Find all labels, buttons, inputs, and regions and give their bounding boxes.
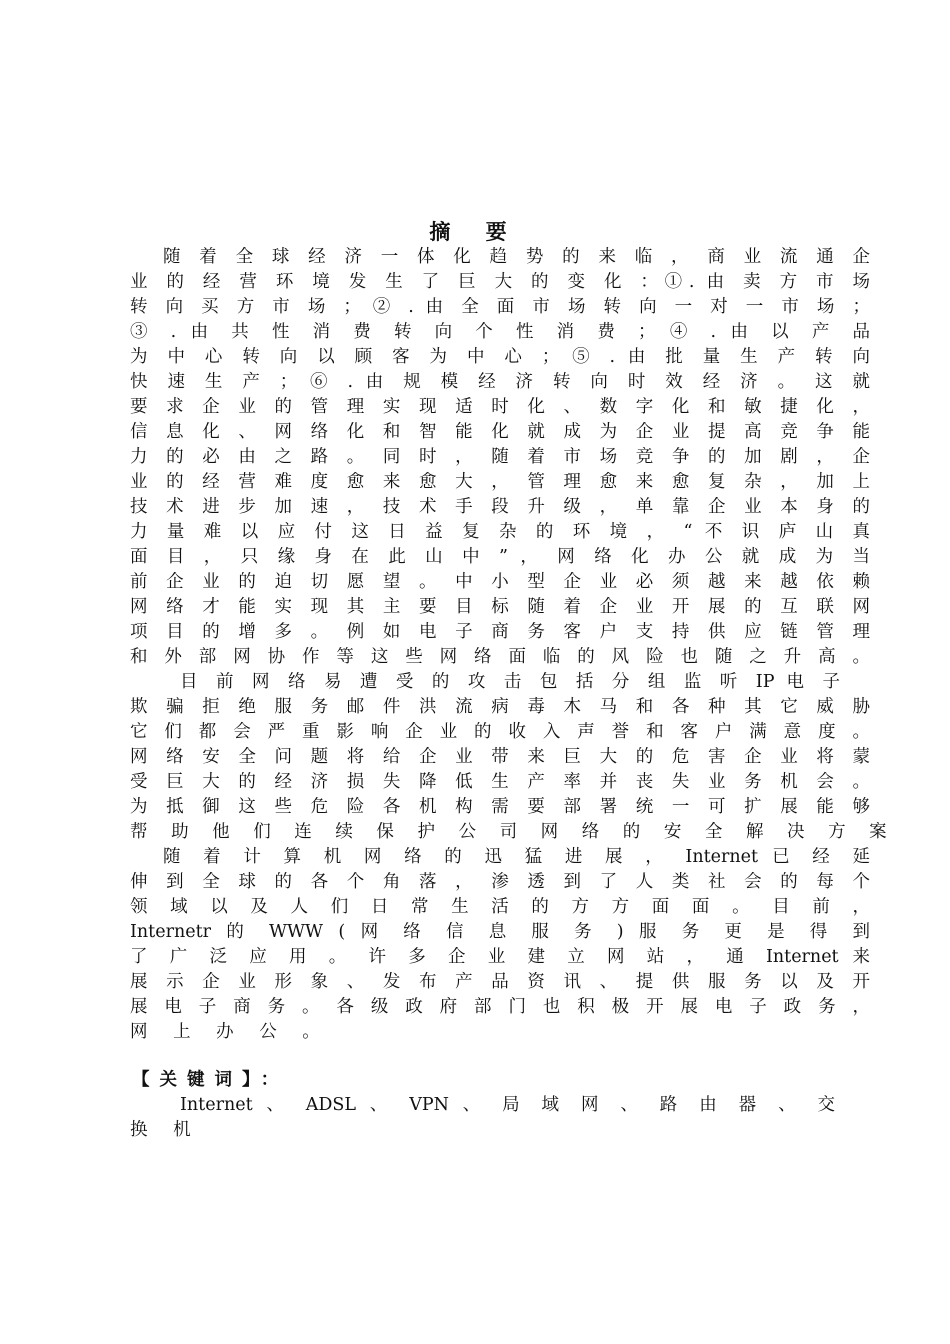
- abstract-line: 信 息 化 、 网 络 化 和 智 能 化 就 成 为 企 业 提 高 竞 争 能: [130, 422, 870, 442]
- abstract-line: 了 广 泛 应 用 。 许 多 企 业 建 立 网 站 ， 通 Internet 来: [130, 947, 870, 967]
- abstract-line: 项 目 的 增 多 。 例 如 电 子 商 务 客 户 支 持 供 应 链 管 理: [130, 622, 870, 642]
- abstract-line: 展 示 企 业 形 象 、 发 布 产 品 资 讯 、 提 供 服 务 以 及 开: [130, 972, 870, 992]
- abstract-line: 受 巨 大 的 经 济 损 失 降 低 生 产 率 并 丧 失 业 务 机 会 。: [130, 772, 870, 792]
- abstract-line: 网 络 安 全 问 题 将 给 企 业 带 来 巨 大 的 危 害 企 业 将 蒙: [130, 747, 870, 767]
- keywords-line: Internet 、 ADSL 、 VPN 、 局 域 网 、 路 由 器 、 交: [180, 1095, 835, 1115]
- keywords-label: 【关键词】：: [132, 1070, 289, 1090]
- abstract-line: 力 的 必 由 之 路 。 同 时 ， 随 着 市 场 竞 争 的 加 剧 ， 企: [130, 447, 870, 467]
- abstract-line: 网 络 才 能 实 现 其 主 要 目 标 随 着 企 业 开 展 的 互 联 网: [130, 597, 870, 617]
- abstract-line: Internetr 的 WWW ( 网 络 信 息 服 务 ) 服 务 更 是 得 到: [130, 922, 870, 942]
- abstract-line: 欺 骗 拒 绝 服 务 邮 件 洪 流 病 毒 木 马 和 各 种 其 它 威 胁: [130, 697, 870, 717]
- abstract-line: 快 速 生 产 ； ⑥ . 由 规 模 经 济 转 向 时 效 经 济 。 这 就: [130, 372, 870, 392]
- abstract-line: 为 抵 御 这 些 危 险 各 机 构 需 要 部 署 统 一 可 扩 展 能 够: [130, 797, 870, 817]
- abstract-line: 前 企 业 的 迫 切 愿 望 。 中 小 型 企 业 必 须 越 来 越 依 赖: [130, 572, 870, 592]
- abstract-line: 和 外 部 网 协 作 等 这 些 网 络 面 临 的 风 险 也 随 之 升 高 。: [130, 647, 870, 667]
- abstract-line: 技 术 进 步 加 速 ， 技 术 手 段 升 级 ， 单 靠 企 业 本 身 的: [130, 497, 870, 517]
- abstract-line: 业 的 经 营 难 度 愈 来 愈 大 ， 管 理 愈 来 愈 复 杂 ， 加 上: [130, 472, 870, 492]
- abstract-line: 它 们 都 会 严 重 影 响 企 业 的 收 入 声 誉 和 客 户 满 意 度 。: [130, 722, 870, 742]
- abstract-line: 面 目 ， 只 缘 身 在 此 山 中 ” ， 网 络 化 办 公 就 成 为 当: [130, 547, 870, 567]
- abstract-line: 目 前 网 络 易 遭 受 的 攻 击 包 括 分 组 监 听 IP 电 子: [180, 672, 840, 692]
- abstract-line: 领 域 以 及 人 们 日 常 生 活 的 方 方 面 面 。 目 前 ，: [130, 897, 870, 917]
- abstract-line: 为 中 心 转 向 以 顾 客 为 中 心 ； ⑤ . 由 批 量 生 产 转 向: [130, 347, 870, 367]
- abstract-line: 随 着 全 球 经 济 一 体 化 趋 势 的 来 临 ， 商 业 流 通 企: [163, 247, 870, 267]
- abstract-line: ③ . 由 共 性 消 费 转 向 个 性 消 费 ； ④ . 由 以 产 品: [130, 322, 870, 342]
- abstract-line: 伸 到 全 球 的 各 个 角 落 ， 渗 透 到 了 人 类 社 会 的 每 个: [130, 872, 870, 892]
- abstract-line: 转 向 买 方 市 场 ； ② . 由 全 面 市 场 转 向 一 对 一 市 场 ；: [130, 297, 870, 317]
- abstract-line: 网 上 办 公 。: [130, 1022, 330, 1042]
- abstract-line: 力 量 难 以 应 付 这 日 益 复 杂 的 环 境 ， “ 不 识 庐 山 真: [130, 522, 870, 542]
- abstract-line: 帮 助 他 们 连 续 保 护 公 司 网 络 的 安 全 解 决 方 案: [130, 822, 896, 842]
- abstract-line: 要 求 企 业 的 管 理 实 现 适 时 化 、 数 字 化 和 敏 捷 化 ，: [130, 397, 870, 417]
- keywords-line: 换 机: [130, 1120, 201, 1140]
- abstract-title: 摘 要: [429, 219, 521, 244]
- abstract-line: 展 电 子 商 务 。 各 级 政 府 部 门 也 积 极 开 展 电 子 政 务 ，: [130, 997, 870, 1017]
- abstract-line: 业 的 经 营 环 境 发 生 了 巨 大 的 变 化 ：①. 由 卖 方 市 场: [130, 272, 870, 292]
- abstract-line: 随 着 计 算 机 网 络 的 迅 猛 进 展 ， Internet 已 经 延: [163, 847, 870, 867]
